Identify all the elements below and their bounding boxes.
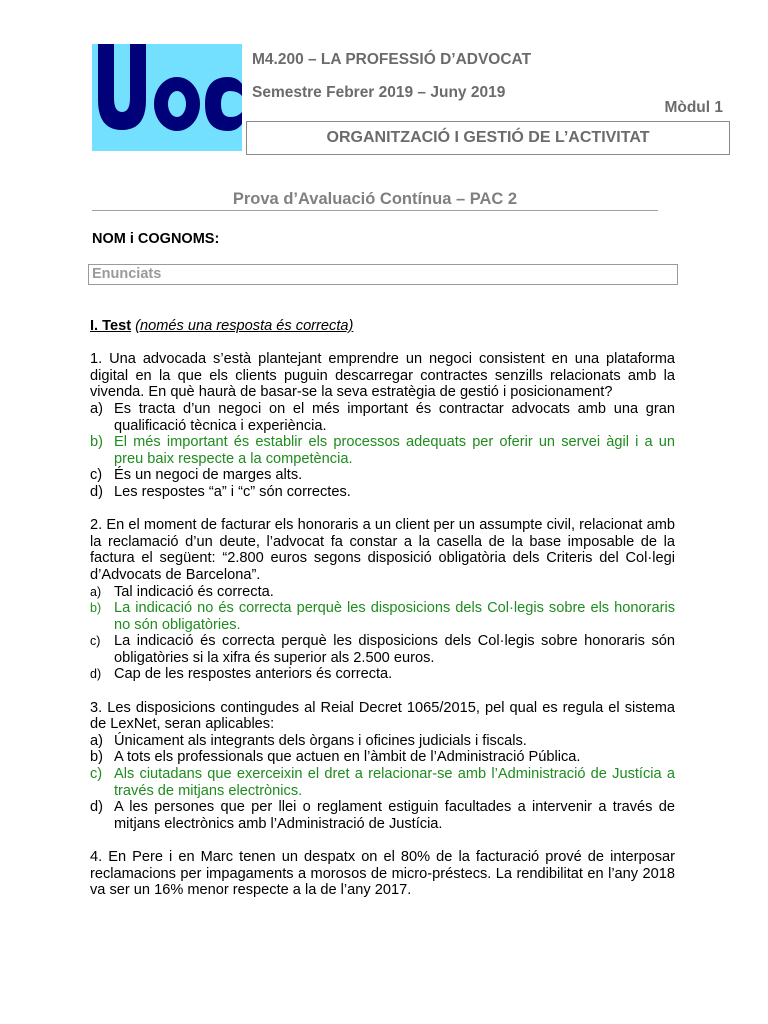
title-divider	[92, 210, 658, 211]
subject-title: ORGANITZACIÓ I GESTIÓ DE L’ACTIVITAT	[326, 129, 650, 146]
section-heading	[90, 318, 675, 335]
question-2-option-c	[90, 633, 675, 666]
option-text: Es tracta d’un negoci on el més important és contractar advocats amb una gran qualificació tècnica i experiència.	[114, 400, 675, 434]
option-letter: d)	[90, 667, 102, 682]
option-text: Als ciutadans que exerceixin el dret a relacionar-se amb l’Administració de Justícia a través de mitjans electrònics.	[114, 766, 675, 799]
option-letter: c)	[90, 467, 103, 484]
section-note: (només una resposta és correcta)	[135, 318, 354, 334]
option-letter: d)	[90, 483, 103, 500]
question-1-option-b-correct	[90, 434, 675, 467]
course-title: M4.200 – LA PROFESSIÓ D’ADVOCAT	[252, 51, 532, 68]
question-2-option-a	[90, 584, 675, 601]
option-letter: c)	[90, 766, 103, 783]
module-label: Mòdul 1	[664, 99, 723, 116]
option-text: A les persones que per llei o reglament estiguin facultades a intervenir a través de mitjans electrònics amb l’Administració de Justícia.	[114, 799, 675, 832]
question-3-option-c-correct	[90, 766, 675, 799]
question-1-option-c	[90, 467, 675, 484]
question-4-text: 4. En Pere i en Marc tenen un despatx on el 80% de la facturació prové de interposar reclamacions per impagaments a morosos de micro-préstecs. La rendibilitat en l’any 2018 va ser un 16% menor respecte a la de l’any 2017.	[90, 849, 675, 899]
statements-box	[88, 264, 678, 285]
option-letter: b)	[90, 749, 103, 766]
semester-label: Semestre Febrer 2019 – Juny 2019	[252, 84, 506, 101]
option-letter: a)	[90, 732, 103, 749]
exam-content	[90, 318, 675, 899]
option-text: El més important és establir els processos adequats per oferir un servei àgil i a un preu baix respecte a la competència.	[114, 434, 675, 467]
option-text: La indicació no és correcta perquè les disposicions dels Col·legis sobre els honoraris no són obligatòries.	[114, 600, 675, 633]
name-label: NOM i COGNOMS:	[92, 231, 220, 247]
option-letter: a)	[90, 400, 103, 417]
question-3-text: 3. Les disposicions contingudes al Reial Decret 1065/2015, pel qual es regula el sistema de LexNet, seran aplicables:	[90, 699, 675, 733]
option-text: És un negoci de marges alts.	[114, 467, 303, 484]
option-text: Cap de les respostes anteriors és correcta.	[114, 666, 393, 683]
subject-box	[246, 121, 730, 155]
uoc-logo	[92, 44, 242, 151]
option-text: Únicament als integrants dels òrgans i oficines judicials i fiscals.	[114, 732, 527, 749]
question-3-option-b	[90, 749, 675, 766]
option-text: La indicació és correcta perquè les disposicions dels Col·legis sobre honoraris són obligatòries si la xifra és superior als 2.500 euros.	[114, 633, 675, 666]
question-2-option-b-correct	[90, 600, 675, 633]
exam-title: Prova d’Avaluació Contínua – PAC 2	[232, 190, 518, 208]
option-text: Tal indicació és correcta.	[114, 583, 274, 600]
uoc-logo-mark	[92, 44, 242, 151]
question-3-option-d	[90, 799, 675, 832]
question-3-option-a	[90, 733, 675, 750]
section-title: I. Test	[90, 318, 132, 334]
question-2-option-d	[90, 666, 675, 683]
option-text: A tots els professionals que actuen en l’àmbit de l’Administració Pública.	[114, 749, 581, 766]
question-1-option-d	[90, 484, 675, 501]
statements-label: Enunciats	[92, 266, 162, 282]
option-letter: d)	[90, 799, 103, 816]
question-1-option-a	[90, 401, 675, 434]
option-text: Les respostes “a” i “c” són correctes.	[114, 483, 351, 500]
option-letter: c)	[90, 634, 101, 649]
question-1-text: 1. Una advocada s’està plantejant emprendre un negoci consistent en una plataforma digital en la que els clients puguin descarregar contractes senzills relacionats amb la vivenda. En què haurà de basar-se la seva estratègia de gestió i posicionament?	[90, 351, 675, 401]
option-letter: b)	[90, 601, 102, 616]
question-2-text: 2. En el moment de facturar els honoraris a un client per un assumpte civil, relacionat amb la reclamació d’un deute, l’advocat fa constar a la casella de la base imposable de la factura el següent: “2.800 euros segons disposició obligatòria dels Criteris del Col·legi d’Advocats de Barcelona”.	[90, 517, 675, 583]
option-letter: b)	[90, 434, 103, 451]
option-letter: a)	[90, 584, 102, 599]
